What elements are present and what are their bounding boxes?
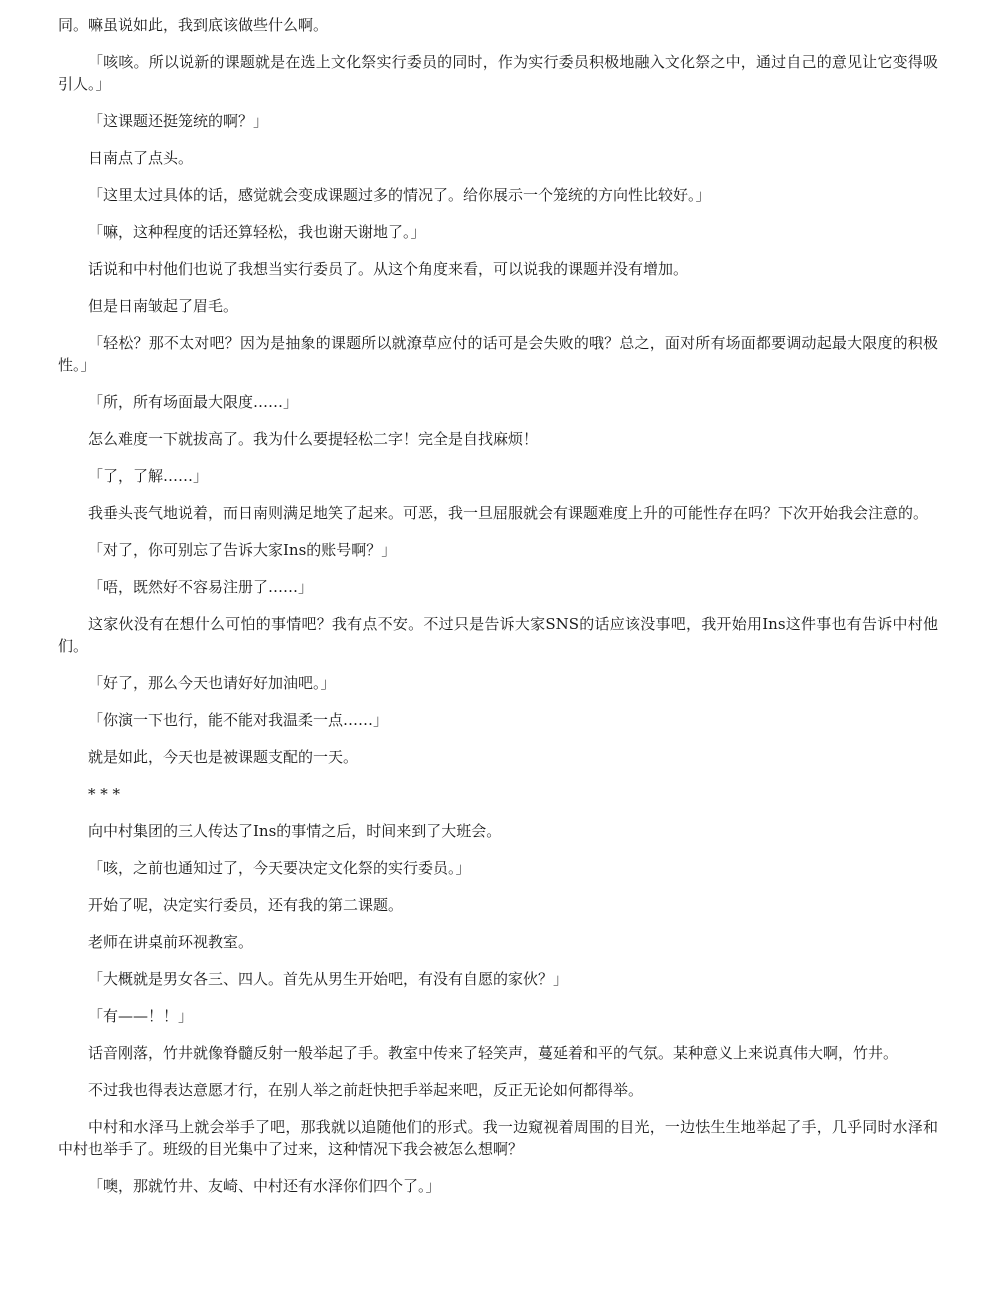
paragraph-6: 「嘛，这种程度的话还算轻松，我也谢天谢地了。」	[88, 223, 426, 241]
paragraph-15: 「唔，既然好不容易注册了……」	[88, 578, 314, 596]
paragraph-28: 不过我也得表达意愿才行，在别人举之前赶快把手举起来吧，反正无论如何都得举。	[88, 1081, 644, 1099]
paragraph-25: 「大概就是男女各三、四人。首先从男生开始吧，有没有自愿的家伙？」	[88, 970, 569, 988]
paragraph-11: 怎么难度一下就拔高了。我为什么要提轻松二字！完全是自找麻烦！	[88, 430, 539, 448]
paragraph-26: 「有——！！」	[88, 1007, 194, 1025]
paragraph-8: 但是日南皱起了眉毛。	[88, 297, 239, 315]
paragraph-12: 「了，了解……」	[88, 467, 209, 485]
paragraph-7: 话说和中村他们也说了我想当实行委员了。从这个角度来看，可以说我的课题并没有增加。	[88, 260, 689, 278]
paragraph-10: 「所，所有场面最大限度……」	[88, 393, 299, 411]
document-body	[58, 14, 938, 1212]
paragraph-14: 「对了，你可别忘了告诉大家Ins的账号啊？」	[88, 541, 397, 559]
paragraph-19: 就是如此，今天也是被课题支配的一天。	[88, 748, 359, 766]
paragraph-3: 「这课题还挺笼统的啊？」	[88, 112, 269, 130]
paragraph-5: 「这里太过具体的话，感觉就会变成课题过多的情况了。给你展示一个笼统的方向性比较好。」	[88, 186, 711, 204]
paragraph-27: 话音刚落，竹井就像脊髓反射一般举起了手。教室中传来了轻笑声，蔓延着和平的气氛。某种意义上来说真伟大啊，竹井。	[88, 1044, 899, 1062]
paragraph-4: 日南点了点头。	[88, 149, 194, 167]
paragraph-2: 「咳咳。所以说新的课题就是在选上文化祭实行委员的同时，作为实行委员积极地融入文化祭之中，通过自己的意见让它变得吸引人。」	[58, 53, 938, 93]
paragraph-1: 同。嘛虽说如此，我到底该做些什么啊。	[58, 16, 329, 34]
paragraph-16: 这家伙没有在想什么可怕的事情吧？我有点不安。不过只是告诉大家SNS的话应该没事吧，我开始用Ins这件事也有告诉中村他们。	[58, 615, 938, 655]
paragraph-21: 向中村集团的三人传达了Ins的事情之后，时间来到了大班会。	[88, 822, 502, 840]
paragraph-30: 「噢，那就竹井、友崎、中村还有水泽你们四个了。」	[88, 1177, 441, 1195]
paragraph-29: 中村和水泽马上就会举手了吧，那我就以追随他们的形式。我一边窥视着周围的目光，一边怯生生地举起了手，几乎同时水泽和中村也举手了。班级的目光集中了过来，这种情况下我会被怎么想啊？	[58, 1118, 938, 1158]
paragraph-17: 「好了，那么今天也请好好加油吧。」	[88, 674, 336, 692]
paragraph-23: 开始了呢，决定实行委员，还有我的第二课题。	[88, 896, 404, 914]
paragraph-9: 「轻松？那不太对吧？因为是抽象的课题所以就潦草应付的话可是会失败的哦？总之，面对所有场面都要调动起最大限度的积极性。」	[58, 334, 938, 374]
paragraph-24: 老师在讲桌前环视教室。	[88, 933, 254, 951]
paragraph-18: 「你演一下也行，能不能对我温柔一点……」	[88, 711, 389, 729]
scene-break: * * *	[88, 785, 121, 803]
paragraph-22: 「咳，之前也通知过了，今天要决定文化祭的实行委员。」	[88, 859, 471, 877]
paragraph-13: 我垂头丧气地说着，而日南则满足地笑了起来。可恶，我一旦屈服就会有课题难度上升的可能性存在吗？下次开始我会注意的。	[88, 504, 929, 522]
